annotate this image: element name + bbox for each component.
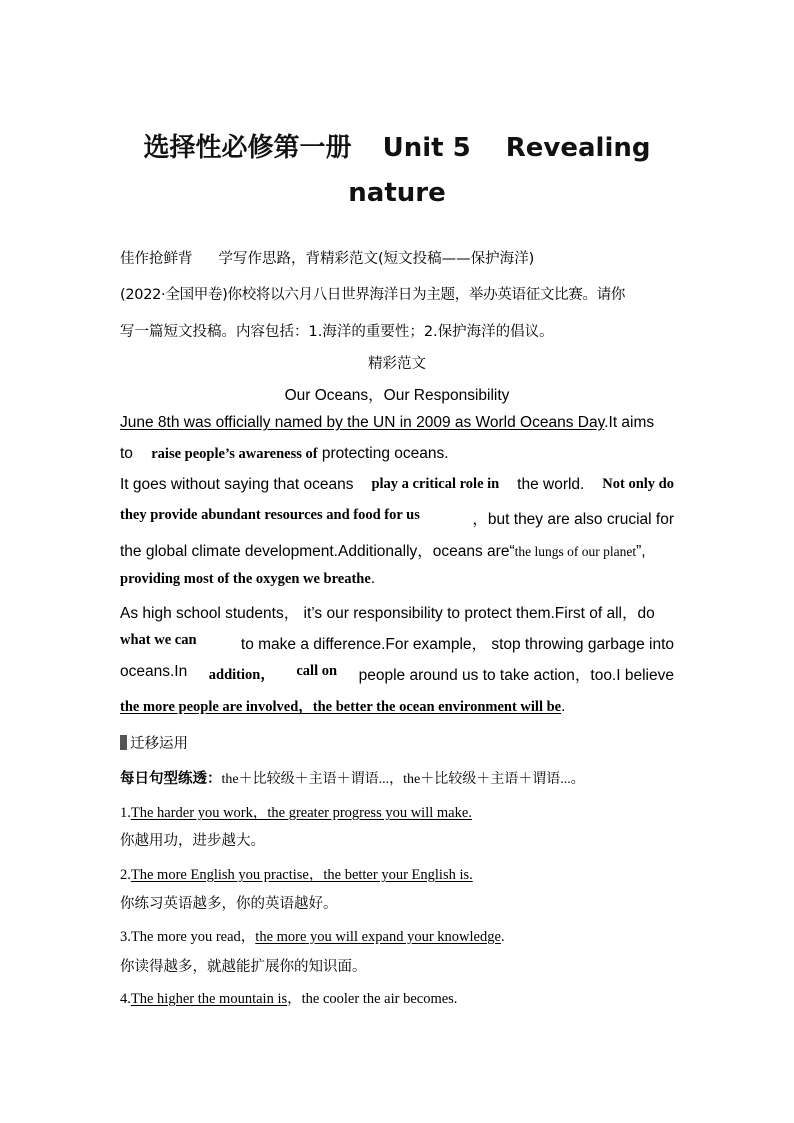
key-phrase: call on	[296, 663, 338, 679]
key-phrase: the lungs of our planet	[514, 544, 637, 559]
item-number: 2.	[120, 867, 131, 883]
item-number: 3.	[120, 929, 131, 945]
essay-p2-line3	[120, 539, 674, 561]
key-phrase: Not only do	[602, 476, 674, 492]
highlight-sentence: June 8th was officially named by the UN in 2009 as World Oceans Day	[120, 414, 605, 431]
text: ，the cooler the air becomes.	[287, 991, 458, 1007]
essay-p3-line4	[120, 695, 674, 716]
key-phrase: what we can	[120, 632, 197, 648]
practice-item-3-cn: 你读得越多，就越能扩展你的知识面。	[120, 959, 367, 975]
text: .	[500, 929, 505, 945]
prompt-line-2: 写一篇短文投稿。内容包括：1.海洋的重要性；2.保护海洋的倡议。	[120, 324, 554, 340]
text: ”,	[636, 543, 646, 560]
practice-item-4	[120, 987, 674, 1008]
practice-heading	[120, 732, 674, 753]
answer-phrase: the more you will expand your knowledge	[255, 929, 501, 945]
text: people around us to take action，too.I believe	[358, 667, 674, 684]
essay-p2-line1	[120, 476, 674, 494]
essay-p1-line2	[120, 445, 674, 463]
pattern-line	[120, 767, 674, 788]
text: to	[120, 445, 133, 462]
essay-p3-line1: As high school students， it’s our responsibility to protect them.First of all，do	[120, 605, 655, 622]
pattern-text: the＋比较级＋主语＋谓语...，the＋比较级＋主语＋谓语...。	[221, 772, 585, 787]
section-marker-icon	[120, 735, 127, 750]
text: .	[561, 698, 566, 715]
practice-item-3	[120, 925, 674, 946]
text: 迁移运用	[130, 736, 188, 752]
key-phrase: providing most of the oxygen we breathe	[120, 571, 371, 587]
essay-p2-line4	[120, 570, 674, 588]
pattern-label: 每日句型练透：	[120, 771, 222, 787]
essay-title: Our Oceans，Our Responsibility	[284, 387, 510, 404]
essay-p2-line2	[120, 507, 674, 529]
essay-p1-line1	[120, 414, 674, 432]
page-title	[120, 127, 674, 164]
title-word: Revealing	[505, 133, 651, 163]
section-label: 佳作抢鲜背	[120, 251, 193, 267]
practice-item-2	[120, 863, 674, 884]
text: protecting oceans.	[321, 445, 449, 462]
essay-p3-line2	[120, 632, 674, 654]
item-number: 4.	[120, 991, 131, 1007]
prompt-line-1: (2022·全国甲卷)你校将以六月八日世界海洋日为主题，举办英语征文比赛。请你	[120, 287, 626, 303]
section-header	[120, 247, 674, 268]
practice-item-2-cn: 你练习英语越多，你的英语越好。	[120, 896, 338, 912]
text: It goes without saying that oceans	[120, 476, 354, 493]
answer-sentence: The harder you work，the greater progress you will make.	[130, 805, 472, 821]
key-phrase: addition，	[208, 667, 275, 683]
key-phrase: raise people’s awareness of	[151, 446, 318, 462]
practice-item-1-cn: 你越用功，进步越大。	[120, 833, 265, 849]
page-title-line2: nature	[348, 178, 446, 208]
key-phrase: play a critical role in	[371, 476, 500, 492]
answer-sentence: The more English you practise，the better your English is.	[130, 867, 473, 883]
answer-phrase: The higher the mountain is	[130, 991, 288, 1007]
item-number: 1.	[120, 805, 131, 821]
practice-item-1	[120, 801, 674, 822]
text: ，but they are also crucial for	[472, 511, 674, 528]
text: .It aims	[604, 414, 655, 431]
title-unit: Unit 5	[382, 133, 471, 163]
key-phrase: they provide abundant resources and food for us	[120, 507, 420, 523]
key-sentence: the more people are involved，the better the ocean environment will be	[120, 699, 562, 715]
text: to make a difference.For example， stop throwing garbage into	[240, 636, 674, 653]
text: the world.	[517, 476, 585, 493]
text: the global climate development.Additionally，oceans are“	[120, 543, 515, 560]
text: .	[370, 570, 376, 587]
text: oceans.In	[120, 663, 188, 680]
essay-p3-line3	[120, 663, 674, 685]
text: The more you read，	[130, 929, 256, 945]
title-chinese: 选择性必修第一册	[143, 133, 352, 163]
essay-heading: 精彩范文	[368, 356, 426, 372]
section-subtitle: 学写作思路，背精彩范文(短文投稿——保护海洋)	[218, 251, 535, 267]
